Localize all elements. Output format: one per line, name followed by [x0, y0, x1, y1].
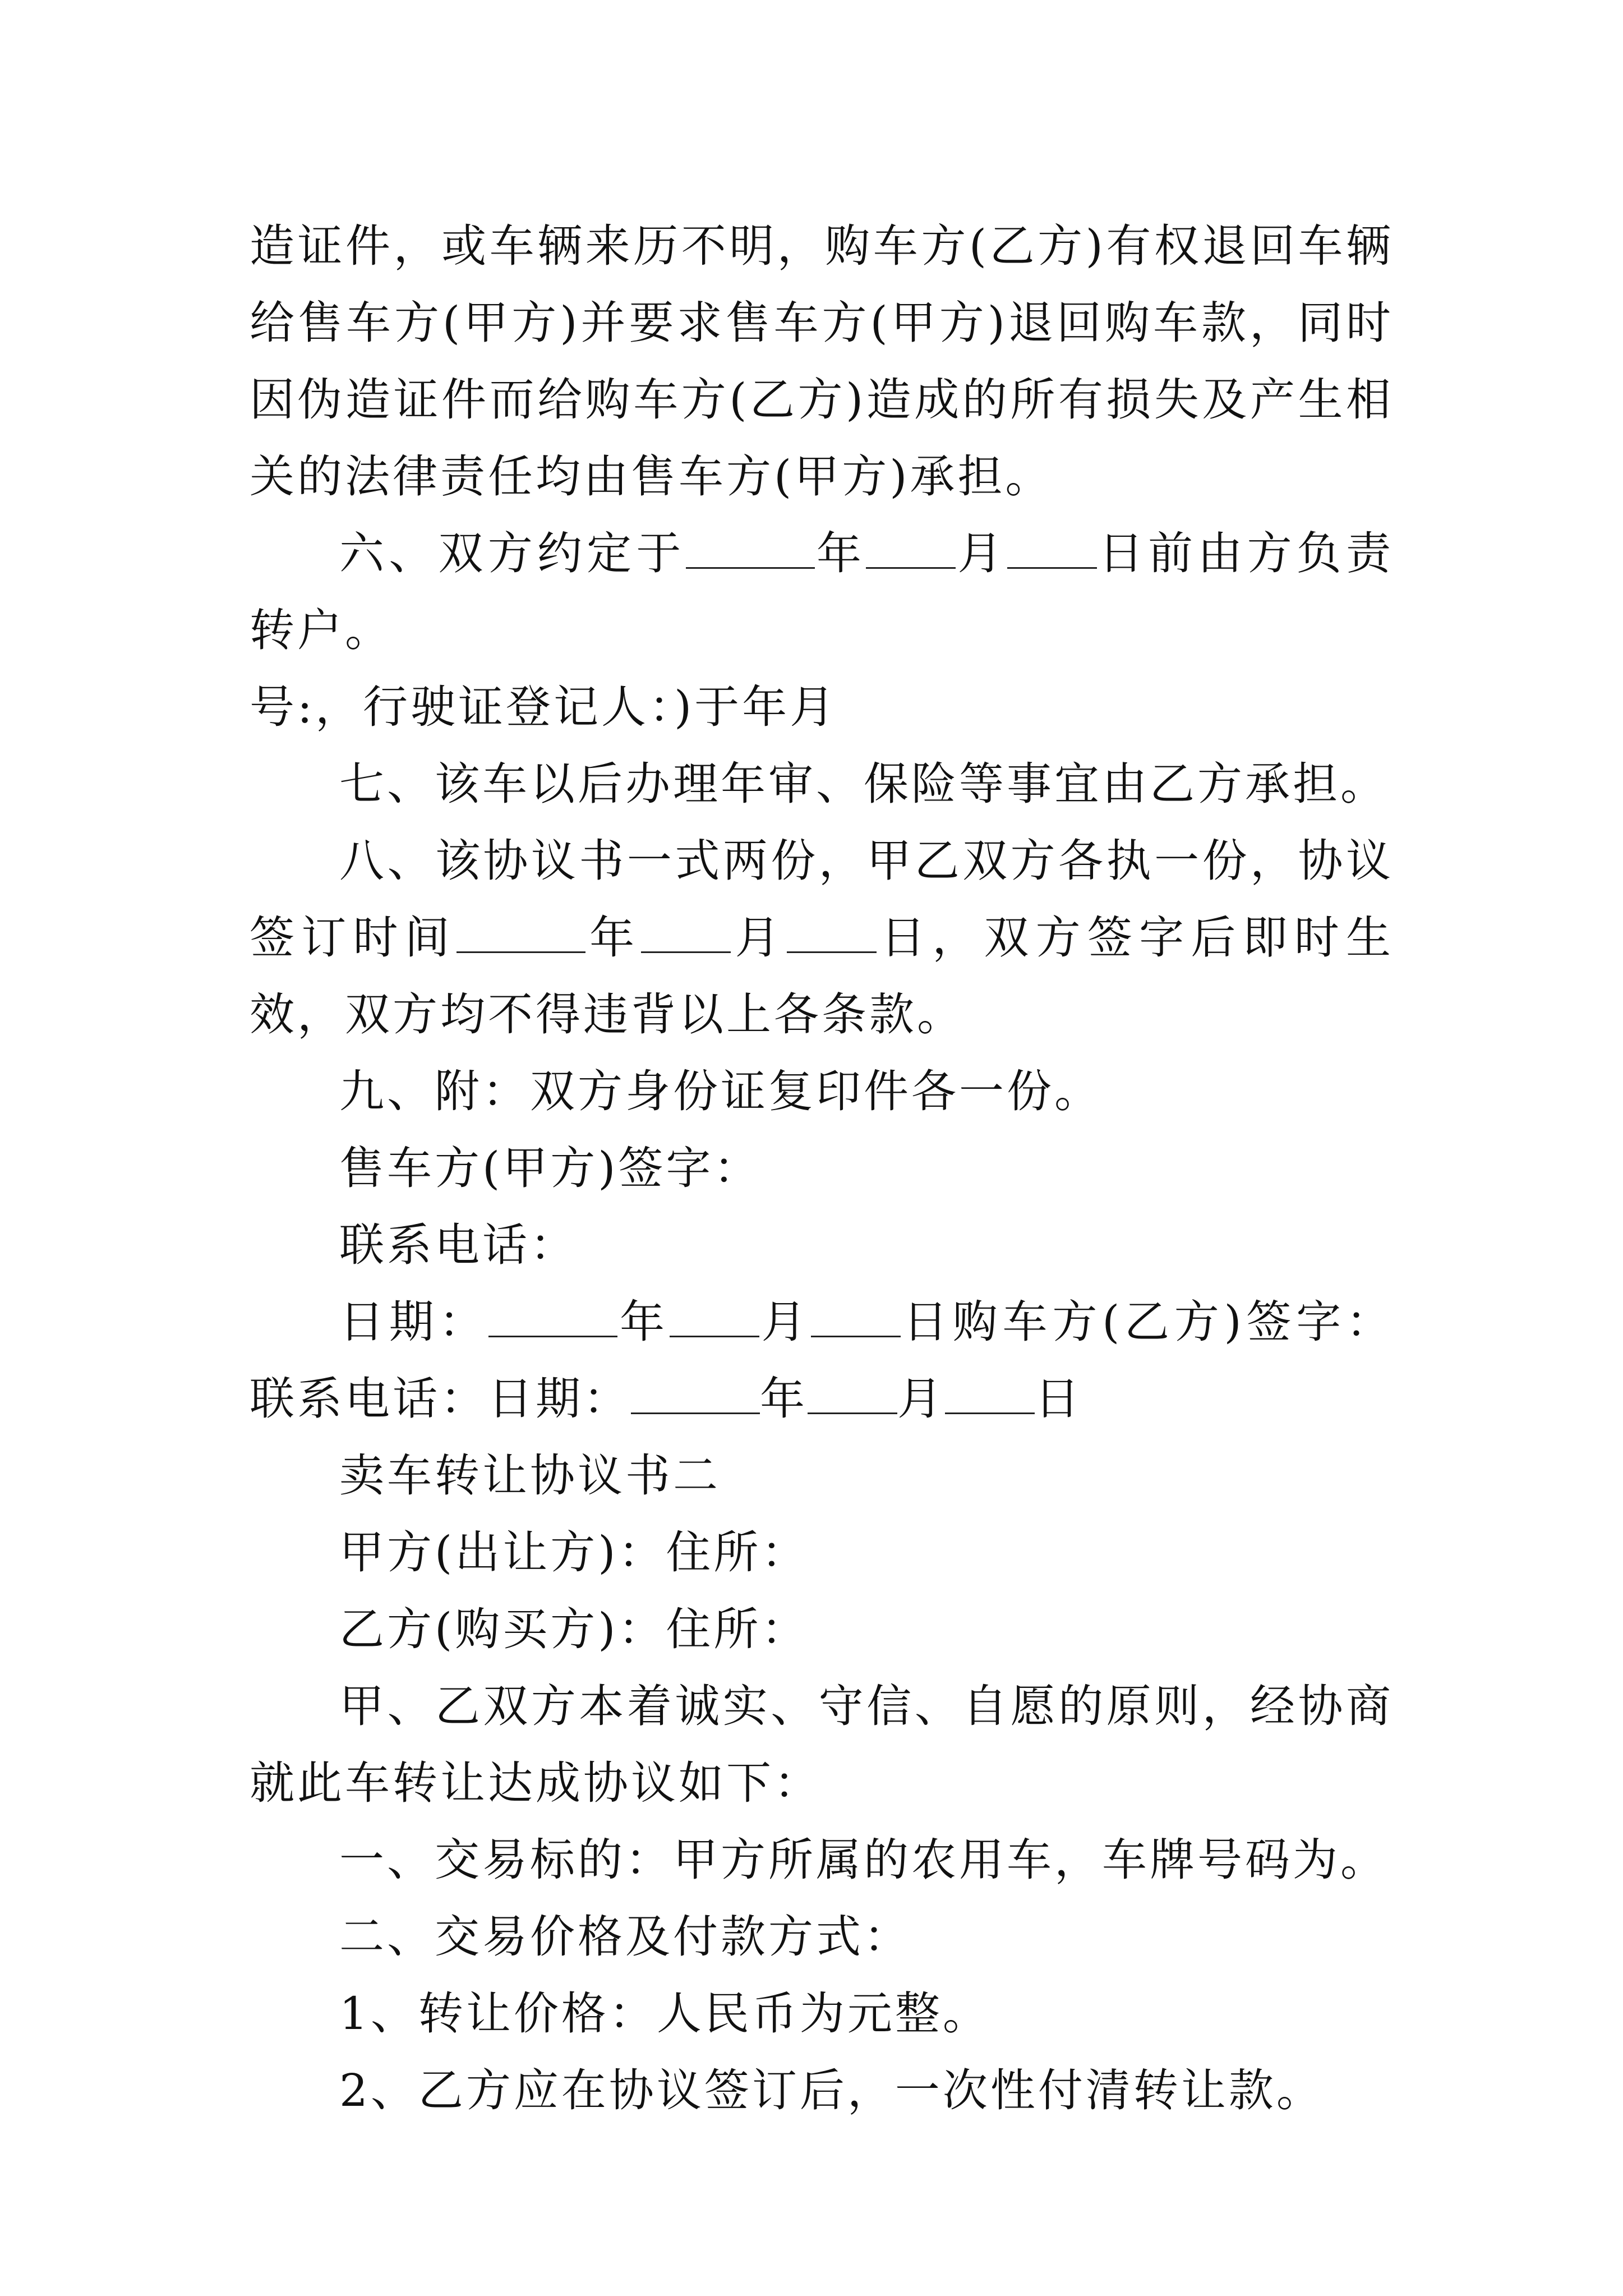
blank-day [811, 1295, 901, 1337]
label-year: 年 [617, 1296, 670, 1348]
blank-year [488, 1295, 617, 1337]
blank-month [808, 1372, 897, 1414]
paragraph-item-2: 二、交易价格及付款方式： [339, 1911, 911, 1963]
paragraph-party-b: 乙方(购买方)：住所： [339, 1603, 809, 1655]
clause-8-tail: 日，双方签字后即时生效，双方均不得违背以上各条款。 [250, 912, 1394, 1041]
paragraph-preamble: 甲、乙双方本着诚实、守信、自愿的原则，经协商就此车转让达成协议如下： [250, 1680, 1394, 1809]
document-body [250, 208, 1394, 2129]
clause-8-text: 八、该协议书一式两份，甲乙双方各执一份，协议签订时间 [250, 835, 1394, 964]
blank-day [787, 911, 877, 953]
label-month: 月 [897, 1373, 945, 1425]
section-title-agreement-two: 卖车转让协议书二 [339, 1450, 721, 1502]
paragraph-item-2-1: 1、转让价格：人民币为元整。 [339, 1987, 990, 2040]
paragraph-item-1: 一、交易标的：甲方所属的农用车，车牌号码为。 [339, 1834, 1388, 1886]
paragraph-license-info: 号:，行驶证登记人：)于年月 [250, 681, 838, 733]
blank-month [641, 911, 731, 953]
label-month: 月 [759, 1296, 811, 1348]
label-year: 年 [760, 1373, 808, 1425]
clause-6-tail: 日前由方负责转户。 [250, 527, 1394, 656]
paragraph-seller-phone: 联系电话： [339, 1219, 578, 1271]
label-day: 日 [1035, 1373, 1082, 1425]
buyer-signature-text: 日购车方(乙方)签字：联系电话：日期： [250, 1296, 1394, 1425]
paragraph-date-buyer-signature [250, 1283, 1394, 1437]
label-year: 年 [585, 912, 642, 964]
blank-month [670, 1295, 759, 1337]
label-year: 年 [814, 527, 866, 579]
paragraph-clause-9: 九、附：双方身份证复印件各一份。 [339, 1065, 1102, 1117]
clause-6-text: 六、双方约定于 [339, 527, 686, 579]
paragraph-clause-8 [250, 822, 1394, 1053]
paragraph-party-a: 甲方(出让方)：住所： [339, 1526, 809, 1579]
label-month: 月 [956, 527, 1007, 579]
blank-year [631, 1372, 760, 1414]
paragraph-seller-signature: 售车方(甲方)签字： [339, 1142, 762, 1194]
paragraph-clause-6 [250, 515, 1394, 669]
label-month: 月 [731, 912, 787, 964]
paragraph-clause-5-continued: 造证件，或车辆来历不明，购车方(乙方)有权退回车辆给售车方(甲方)并要求售车方(甲方)退回购车款，同时因伪造证件而给购车方(乙方)造成的所有损失及产生相关的法律责任均由售车方(甲方)承担。 [250, 220, 1394, 503]
blank-day [945, 1372, 1035, 1414]
label-date: 日期： [339, 1296, 489, 1348]
blank-day [1007, 527, 1097, 569]
blank-month [866, 527, 956, 569]
paragraph-item-2-2: 2、乙方应在协议签订后，一次性付清转让款。 [339, 2064, 1324, 2116]
blank-year [686, 527, 815, 569]
paragraph-clause-7: 七、该车以后办理年审、保险等事宜由乙方承担。 [339, 758, 1388, 810]
blank-year [457, 911, 585, 953]
